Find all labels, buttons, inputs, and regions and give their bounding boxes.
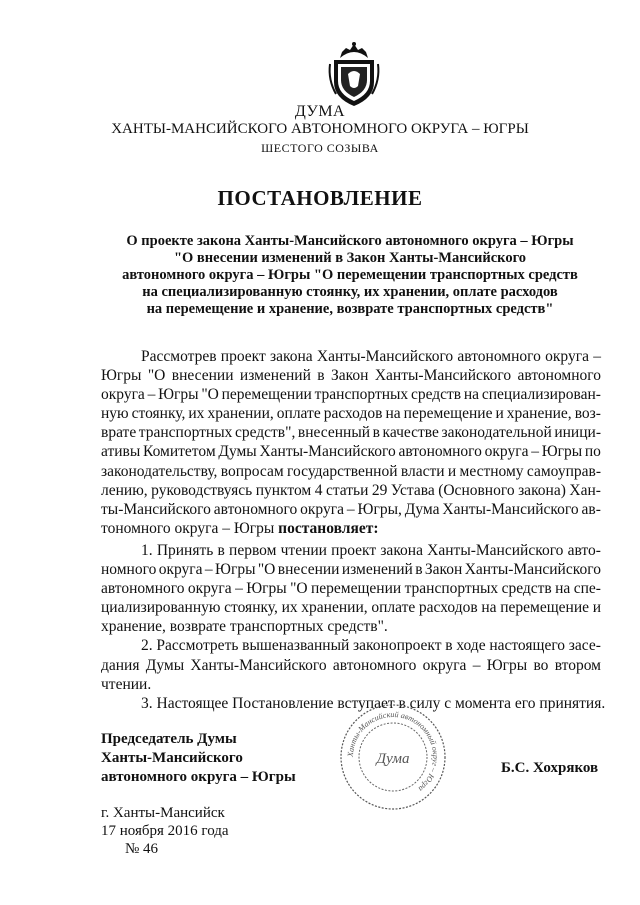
resolution-items bbox=[101, 541, 606, 713]
document-subject bbox=[90, 233, 610, 318]
date: 17 ноября 2016 года bbox=[101, 823, 229, 839]
header-convocation: ШЕСТОГО СОЗЫВА bbox=[261, 141, 379, 155]
preamble-line: Рассмотрев проект закона Ханты-Мансийского автономного округа – bbox=[141, 348, 601, 365]
item-line: 1. Принять в первом чтении проект закона Ханты-Мансийского авто- bbox=[141, 542, 601, 559]
item-line: чтении. bbox=[101, 675, 152, 693]
header-duma: ДУМА bbox=[294, 103, 346, 120]
stamp-ring-text: Ханты-Мансийский автономный округ – Югра bbox=[345, 709, 441, 794]
header-okrug: ХАНТЫ-МАНСИЙСКОГО АВТОНОМНОГО ОКРУГА – ЮГРЫ bbox=[111, 121, 529, 137]
subject-line: на специализированную стоянку, их хранении, оплате расходов bbox=[142, 284, 558, 300]
place-date-number bbox=[101, 804, 229, 858]
city: г. Ханты-Мансийск bbox=[101, 805, 225, 821]
subject-line: "О внесении изменений в Закон Ханты-Мансийского bbox=[173, 250, 527, 266]
preamble-line: лению, руководствуясь пунктом 4 статьи 29 Устава (Основного закона) Хан- bbox=[101, 481, 601, 499]
preamble-line: врате транспортных средств", внесенный в качестве законодательной иници- bbox=[101, 424, 601, 442]
preamble-line: Югры "О внесении изменений в Закон Ханты-Мансийского автономного bbox=[101, 367, 601, 385]
preamble-last-line bbox=[101, 519, 601, 538]
signatory-position bbox=[101, 730, 296, 787]
subject-line: О проекте закона Ханты-Мансийского автономного округа – Югры bbox=[126, 233, 574, 249]
item-line: хранение, возврате транспортных средств". bbox=[101, 618, 388, 636]
subject-line: автономного округа – Югры "О перемещении транспортных средств bbox=[122, 267, 578, 283]
item-line: дания Думы Ханты-Мансийского автономного округа – Югры во втором bbox=[101, 656, 601, 674]
preamble-line-text: тономного округа – Югры bbox=[101, 519, 275, 537]
item-line: автономного округа – Югры "О перемещении транспортных средств на спе- bbox=[101, 580, 601, 598]
coat-of-arms-icon bbox=[326, 40, 382, 108]
preamble-paragraph bbox=[101, 347, 601, 538]
preamble-line: округа – Югры "О перемещении транспортных средств на специализирован- bbox=[101, 386, 601, 404]
document-title: ПОСТАНОВЛЕНИЕ bbox=[217, 186, 423, 210]
subject-line: на перемещение и хранение, возврате транспортных средств" bbox=[146, 301, 554, 317]
preamble-line: ную стоянку, их хранении, оплате расходов на перемещение и хранение, воз- bbox=[101, 405, 601, 423]
item-line: циализированную стоянку, их хранении, оплате расходов на перемещение и bbox=[101, 599, 601, 617]
item-line: 2. Рассмотреть вышеназванный законопроект в ходе настоящего засе- bbox=[141, 637, 601, 655]
position-line: Председатель Думы bbox=[101, 731, 237, 747]
preamble-line: ативы Комитетом Думы Ханты-Мансийского автономного округа – Югры по bbox=[101, 443, 601, 461]
document-number: № 46 bbox=[125, 841, 159, 857]
position-line: автономного округа – Югры bbox=[101, 769, 296, 785]
item-line: 3. Настоящее Постановление вступает в силу с момента его принятия. bbox=[141, 694, 606, 712]
item-line: номного округа – Югры "О внесении изменений в Закон Ханты-Мансийского bbox=[101, 561, 601, 579]
resolves-word: постановляет: bbox=[278, 519, 379, 537]
preamble-line: ты-Мансийского автономного округа – Югры, Дума Ханты-Мансийского ав- bbox=[101, 500, 601, 518]
position-line: Ханты-Мансийского bbox=[101, 750, 243, 766]
stamp-center-text: Дума bbox=[376, 751, 410, 767]
preamble-line: законодательству, вопросам государственной власти и местному самоуправ- bbox=[101, 462, 601, 480]
signatory-name: Б.С. Хохряков bbox=[501, 760, 599, 776]
official-stamp bbox=[338, 702, 448, 812]
